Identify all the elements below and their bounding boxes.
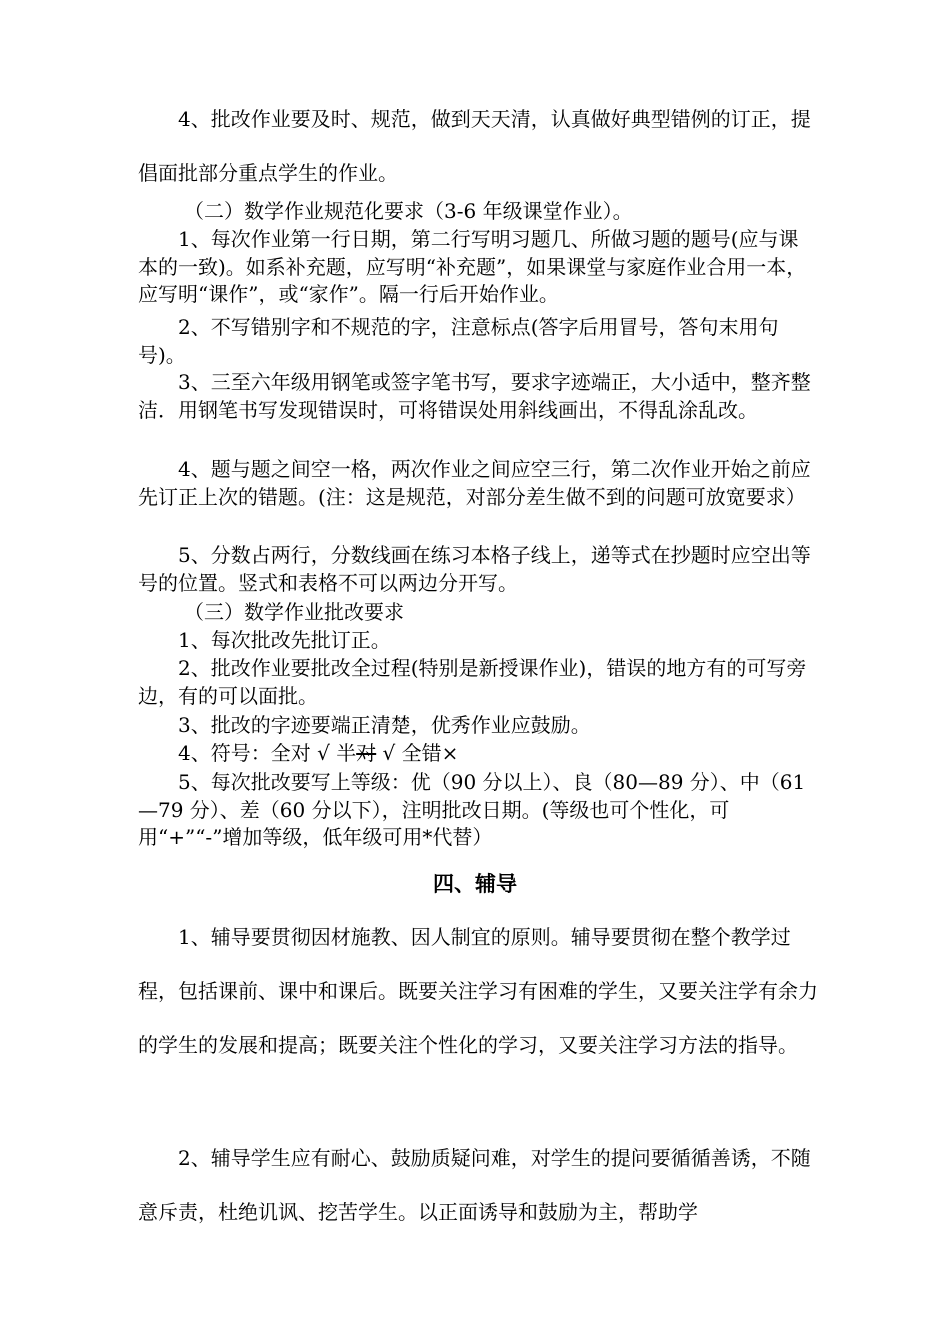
section-title-homework-norms — [138, 198, 818, 226]
symbol-half-label: 半 — [336, 741, 357, 765]
list-item-norm-4 — [138, 456, 818, 511]
paragraph-grading-timely — [138, 92, 818, 200]
symbol-half-mark: √ — [376, 741, 402, 765]
list-item-norm-3 — [138, 369, 818, 424]
section-title-text: （三）数学作业批改要求 — [184, 600, 404, 624]
list-item-text: 4、题与题之间空一格，两次作业之间应空三行，第二次作业开始之前应先订正上次的错题。(注：这是规范，对部分差生做不到的问题可放宽要求） — [138, 457, 811, 509]
list-item-text: 3、三至六年级用钢笔或签字笔书写，要求字迹端正，大小适中，整齐整洁．用钢笔书写发现错误时，可将错误处用斜线画出，不得乱涂乱改。 — [138, 370, 811, 422]
list-item-text: 1、每次批改先批订正。 — [178, 628, 391, 652]
list-item-grading-3 — [138, 712, 818, 740]
section-title-grading-rules — [138, 599, 818, 627]
paragraph-text: 2、辅导学生应有耐心、鼓励质疑问难，对学生的提问要循循善诱，不随意斥责，杜绝讥讽、挖苦学生。以正面诱导和鼓励为主，帮助学 — [138, 1146, 811, 1224]
list-item-text: 5、分数占两行，分数线画在练习本格子线上，递等式在抄题时应空出等号的位置。竖式和表格不可以两边分开写。 — [138, 543, 811, 595]
list-item-grading-1 — [138, 627, 818, 655]
list-item-text: 5、每次批改要写上等级：优（90 分以上）、良（80—89 分）、中（61—79 分）、差（60 分以下），注明批改日期。(等级也可个性化，可用“+”“-”增加等级，低年级可用*代替） — [138, 770, 806, 849]
list-item-grading-symbols — [138, 740, 818, 768]
paragraph-tutoring-2 — [138, 1131, 818, 1239]
section-heading-tutoring: 四、辅导 — [433, 871, 517, 896]
paragraph-text: 1、辅导要贯彻因材施教、因人制宜的原则。辅导要贯彻在整个教学过程，包括课前、课中和课后。既要关注学习有困难的学生，又要关注学有余力的学生的发展和提高；既要关注个性化的学习，又要关注学习方法的指导。 — [138, 925, 818, 1057]
list-item-text: 2、不写错别字和不规范的字，注意标点(答字后用冒号，答句末用句号)。 — [138, 315, 779, 367]
list-item-grading-5 — [138, 769, 818, 852]
list-item-text: 2、批改作业要批改全过程(特别是新授课作业)，错误的地方有的可写旁边，有的可以面批。 — [138, 656, 807, 708]
list-item-norm-2 — [138, 314, 818, 369]
list-item-grading-2 — [138, 655, 818, 710]
section-title-text: （二）数学作业规范化要求（3-6 年级课堂作业）。 — [184, 199, 633, 223]
list-item-norm-5 — [138, 542, 818, 597]
paragraph-tutoring-1 — [138, 910, 818, 1072]
symbol-half-struck: 对 — [356, 741, 377, 765]
symbol-full-correct: 4、符号：全对 √ — [178, 741, 337, 765]
paragraph-text: 4、批改作业要及时、规范，做到天天清，认真做好典型错例的订正，提倡面批部分重点学生的作业。 — [138, 107, 811, 185]
symbol-all-wrong: 全错× — [401, 741, 459, 765]
list-item-text: 1、每次作业第一行日期，第二行写明习题几、所做习题的题号(应与课本的一致)。如系补充题，应写明“补充题”，如果课堂与家庭作业合用一本，应写明“课作”，或“家作”。隔一行后开始作业。 — [138, 227, 807, 306]
list-item-text: 3、批改的字迹要端正清楚，优秀作业应鼓励。 — [178, 713, 591, 737]
list-item-norm-1 — [138, 226, 818, 309]
